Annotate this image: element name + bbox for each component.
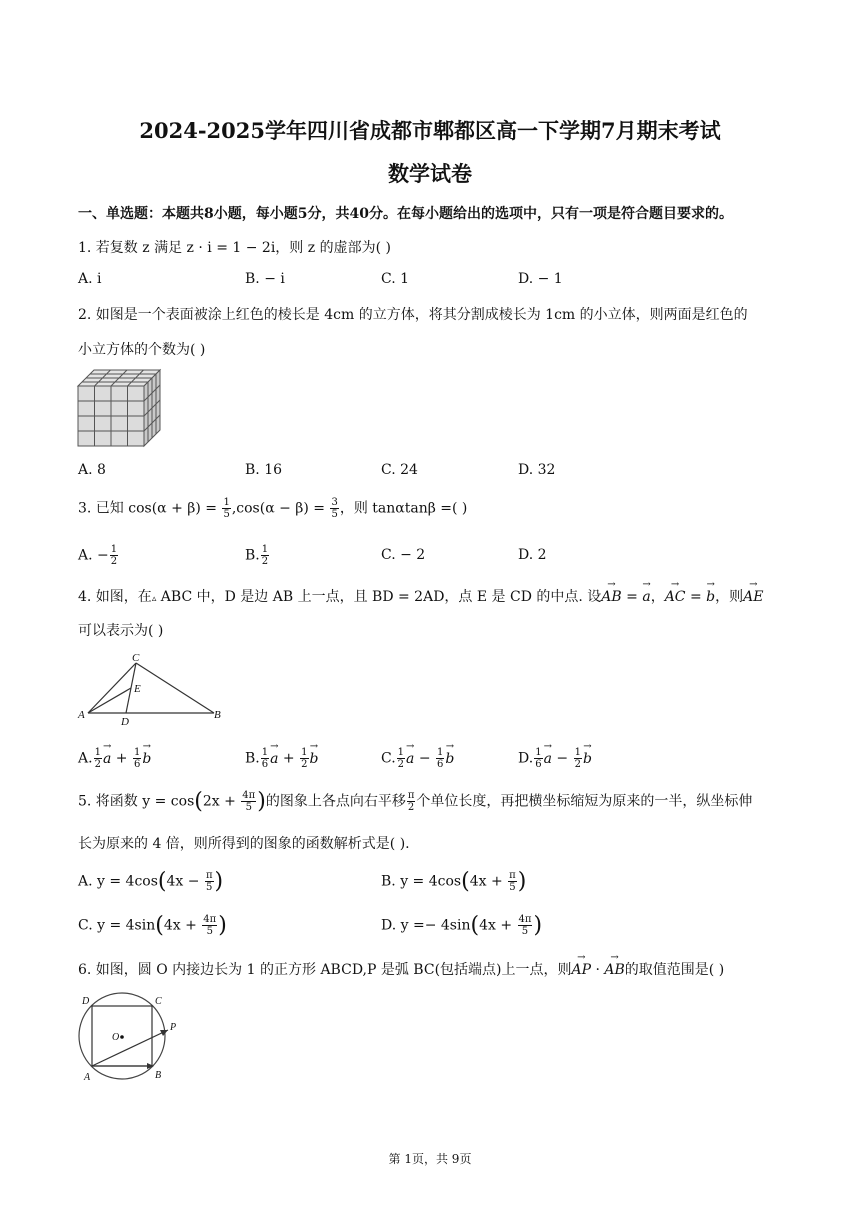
fraction: $\frac{1}{5}$ (223, 497, 230, 520)
q3-option-a: A. − $\frac{1}{2}$ (78, 544, 118, 567)
exam-title: 2024-2025学年四川省成都市郫都区高一下学期7月期末考试 (139, 118, 721, 143)
exam-subtitle: 数学试卷 (388, 161, 472, 186)
q2-option-a: A. 8 (78, 462, 106, 478)
question-3-stem: 3. 已知 cos(α + β) = $\frac{1}{5}$ ,cos(α − β) = $\frac{3}{5}$ ，则 tanαtanβ =( ) (78, 497, 468, 520)
question-2-stem: 2. 如图是一个表面被涂上红色的棱长是 4cm 的立方体，将其分割成棱长为 1cm 的小立体，则两面是红色的 (78, 307, 748, 323)
label-a: A (84, 1072, 91, 1083)
triangle-figure (76, 652, 226, 727)
label-c: C (132, 652, 140, 664)
q1-option-b: B. − i (245, 271, 285, 287)
question-2-stem-cont: 小立方体的个数为( ) (78, 342, 206, 358)
question-5-stem-cont: 长为原来的 4 倍，则所得到的图象的函数解析式是( ). (78, 836, 410, 852)
page-footer: 第 1页，共 9页 (388, 1152, 472, 1166)
q4-option-b: B. $\frac{1}{6}$ → a + $\frac{1}{2}$ → b (245, 747, 318, 770)
circle-square-figure (76, 990, 186, 1085)
label-p: P (170, 1022, 177, 1033)
section-heading: 一、单选题：本题共8小题，每小题5分，共40分。在每小题给出的选项中，只有一项是符合题目要求的。 (78, 206, 733, 222)
q5-option-b: B. y = 4cos(4x + $\frac{\pi}{5}$ ) (381, 869, 527, 894)
q4-option-a: A. $\frac{1}{2}$ → a + $\frac{1}{6}$ → b (78, 747, 151, 770)
label-d: D (121, 716, 129, 727)
q2-option-b: B. 16 (245, 462, 283, 478)
q3-option-c: C. − 2 (381, 547, 426, 563)
question-5-stem: 5. 将函数 y = cos(2x + $\frac{4\pi}{5}$ )的图象上各点向右平移 $\frac{\pi}{2}$ 个单位长度，再把横坐标缩短为原来的一半，纵坐标伸 (78, 789, 753, 814)
label-e: E (134, 683, 141, 695)
question-4-stem: 4. 如图，在▵ ABC 中，D 是边 AB 上一点，且 BD = 2AD，点 E 是 CD 的中点. 设→ AB = → a，→ AC = → b，则→ AE (78, 586, 763, 606)
q3-option-b: B. $\frac{1}{2}$ (245, 544, 269, 567)
label-c: C (155, 996, 162, 1007)
q1-option-c: C. 1 (381, 271, 410, 287)
q4-option-c: C. $\frac{1}{2}$ → a − $\frac{1}{6}$ → b (381, 747, 454, 770)
fraction: $\frac{3}{5}$ (331, 497, 338, 520)
q1-option-a: A. i (78, 271, 102, 287)
q5-option-c: C. y = 4sin(4x + $\frac{4\pi}{5}$ ) (78, 913, 227, 938)
q3-option-d: D. 2 (518, 547, 547, 563)
question-4-stem-cont: 可以表示为( ) (78, 623, 164, 639)
question-6-stem: 6. 如图，圆 O 内接边长为 1 的正方形 ABCD,P 是弧 BC(包括端点)上一点，则→ AP · → AB的取值范围是( ) (78, 959, 724, 979)
label-a: A (78, 709, 85, 721)
q2-option-c: C. 24 (381, 462, 418, 478)
q1-option-d: D. − 1 (518, 271, 563, 287)
label-b: B (155, 1070, 162, 1081)
q2-option-d: D. 32 (518, 462, 556, 478)
q5-option-d: D. y =− 4sin(4x + $\frac{4\pi}{5}$ ) (381, 913, 543, 938)
label-b: B (214, 709, 221, 721)
label-d: D (82, 996, 90, 1007)
q5-option-a: A. y = 4cos(4x − $\frac{\pi}{5}$ ) (78, 869, 224, 894)
q4-option-d: D. $\frac{1}{6}$ → a − $\frac{1}{2}$ → b (518, 747, 592, 770)
question-1-stem: 1. 若复数 z 满足 z · i = 1 − 2i，则 z 的虚部为( ) (78, 240, 391, 256)
cube-figure (76, 368, 166, 448)
label-o: O (112, 1032, 120, 1043)
